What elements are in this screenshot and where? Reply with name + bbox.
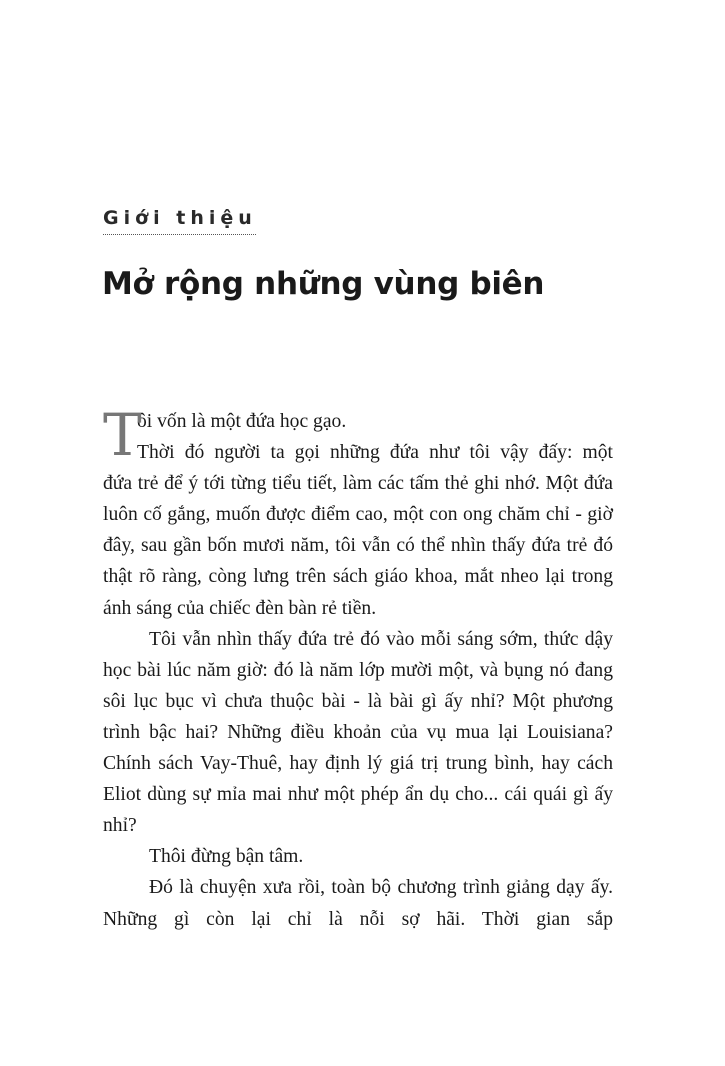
first-paragraph-continued: đứa trẻ để ý tới từng tiểu tiết, làm các tấm thẻ ghi nhớ. Một đứa luôn cố gắng, muốn được điểm cao, một con ong chăm chỉ - giờ đây, sau gần bốn mươi năm, tôi vẫn có thể nhìn thấy đứa trẻ đó thật rõ ràng, còng lưng trên sách giáo khoa, mắt nheo lại trong ánh sáng của chiếc đèn bàn rẻ tiền.: [103, 473, 613, 619]
first-paragraph-line-1: ôi vốn là một đứa học gạo.: [137, 411, 347, 432]
paragraph: Đó là chuyện xưa rồi, toàn bộ chương trình giảng dạy ấy. Những gì còn lại chỉ là nỗi sợ hãi. Thời gian sắp: [103, 877, 613, 930]
paragraph: Thôi đừng bận tâm.: [149, 846, 304, 868]
first-paragraph-line-2: Thời đó người ta gọi những đứa như tôi vậy đấy: một: [137, 442, 613, 464]
section-label: Giới thiệu: [103, 207, 257, 229]
first-paragraph: [103, 401, 613, 469]
dotted-divider: [103, 234, 256, 235]
paragraph: Tôi vẫn nhìn thấy đứa trẻ đó vào mỗi sáng sớm, thức dậy học bài lúc năm giờ: đó là năm lớp mười một, và bụng nó đang sôi lục bục vì chưa thuộc bài - là bài gì ấy nhỉ? Một phương trình bậc hai? Những điều khoản của vụ mua lại Louisiana? Chính sách Vay-Thuê, hay định lý giá trị trung bình, hay cách Eliot dùng sự mỉa mai như một phép ẩn dụ cho... cái quái gì ấy nhỉ?: [103, 628, 613, 837]
body-text: [103, 401, 613, 935]
drop-cap: T: [103, 401, 142, 469]
chapter-title: Mở rộng những vùng biên: [102, 266, 545, 302]
